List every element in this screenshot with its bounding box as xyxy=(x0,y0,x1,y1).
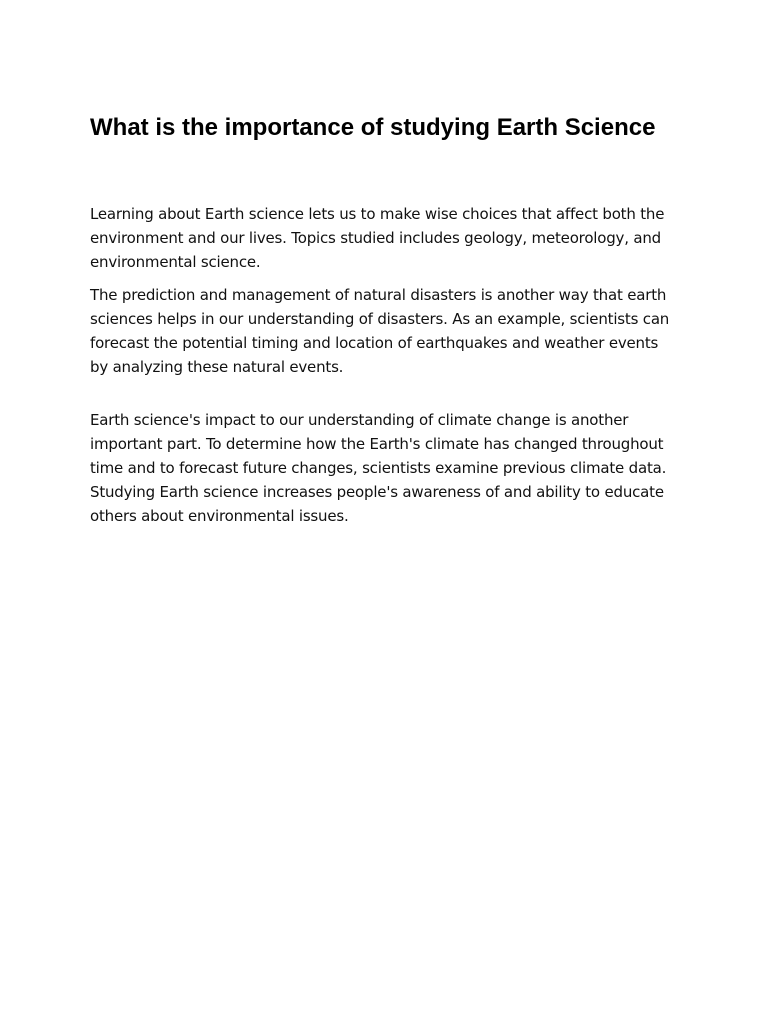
document-body xyxy=(90,112,670,528)
paragraph-1: Learning about Earth science lets us to make wise choices that affect both the environment and our lives. Topics studied includes geology, meteorology, and environmental science. xyxy=(90,205,665,271)
document-title: What is the importance of studying Earth Science xyxy=(90,114,656,141)
paragraph-3: Earth science's impact to our understanding of climate change is another important part. To determine how the Earth's climate has changed throughout time and to forecast future changes, scientists examine previous climate data. Studying Earth science increases people's awareness of and ability to educate others about environmental issues. xyxy=(90,411,667,525)
paragraph-2: The prediction and management of natural disasters is another way that earth sciences helps in our understanding of disasters. As an example, scientists can forecast the potential timing and location of earthquakes and weather events by analyzing these natural events. xyxy=(90,286,670,376)
